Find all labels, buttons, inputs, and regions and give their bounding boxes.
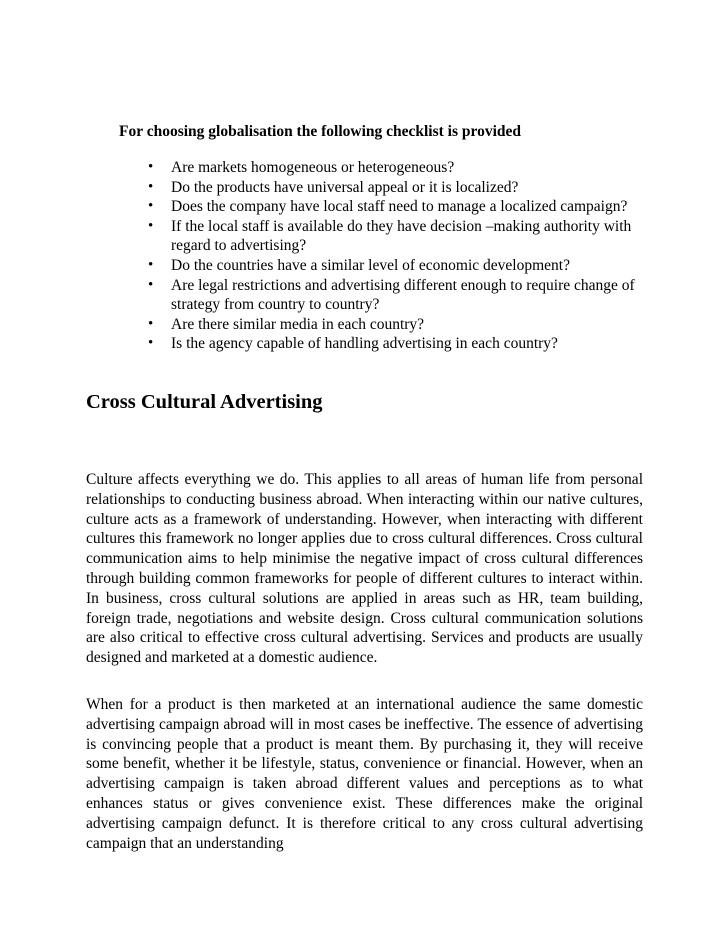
bullet-icon: •: [148, 198, 154, 215]
checklist-heading: For choosing globalisation the following checklist is provided: [119, 123, 522, 140]
bullet-icon: •: [148, 256, 154, 273]
list-item-text: Do the countries have a similar level of economic development?: [171, 256, 570, 274]
list-item: [146, 178, 666, 198]
section-heading: Cross Cultural Advertising: [86, 391, 323, 413]
list-item: [146, 217, 666, 256]
list-item-text: Are legal restrictions and advertising different enough to require change of strategy from country to country?: [171, 276, 635, 314]
bullet-icon: •: [148, 276, 154, 293]
list-item-text: Are there similar media in each country?: [171, 315, 425, 333]
bullet-icon: •: [148, 217, 154, 234]
list-item: [146, 256, 666, 276]
list-item: [146, 334, 666, 354]
body-paragraph: When for a product is then marketed at an international audience the same domestic advertising campaign abroad will in most cases be ineffective. The essence of advertising is convincing people that a product is meant them. By purchasing it, they will receive some benefit, whether it be lifestyle, status, convenience or financial. However, when an advertising campaign is taken abroad different values and perceptions as to what enhances status or gives convenience exist. These differences make the original advertising campaign defunct. It is therefore critical to any cross cultural advertising campaign that an understanding: [86, 696, 643, 852]
bullet-icon: •: [148, 315, 154, 332]
list-item-text: Are markets homogeneous or heterogeneous?: [171, 159, 455, 176]
bullet-icon: •: [148, 178, 154, 195]
bullet-icon: •: [148, 335, 154, 352]
checklist-bullet-list: [146, 158, 666, 354]
list-item-text: If the local staff is available do they have decision –making authority with regard to advertising?: [171, 217, 632, 255]
list-item: [146, 276, 666, 315]
list-item-text: Is the agency capable of handling advertising in each country?: [171, 335, 558, 353]
list-item-text: Does the company have local staff need to manage a localized campaign?: [171, 198, 628, 216]
body-paragraph: Culture affects everything we do. This applies to all areas of human life from personal relationships to conducting business abroad. When interacting within our native cultures, culture acts as a framework of understanding. However, when interacting with different cultures this framework no longer applies due to cross cultural differences. Cross cultural communication aims to help minimise the negative impact of cross cultural differences through building common frameworks for people of different cultures to interact within. In business, cross cultural solutions are applied in areas such as HR, team building, foreign trade, negotiations and website design. Cross cultural communication solutions are also critical to effective cross cultural advertising. Services and products are usually designed and marketed at a domestic audience.: [86, 471, 643, 667]
bullet-icon: •: [148, 159, 154, 175]
list-item-text: Do the products have universal appeal or it is localized?: [171, 178, 519, 196]
list-item: [146, 197, 666, 217]
list-item: [146, 315, 666, 335]
list-item: [146, 158, 666, 178]
